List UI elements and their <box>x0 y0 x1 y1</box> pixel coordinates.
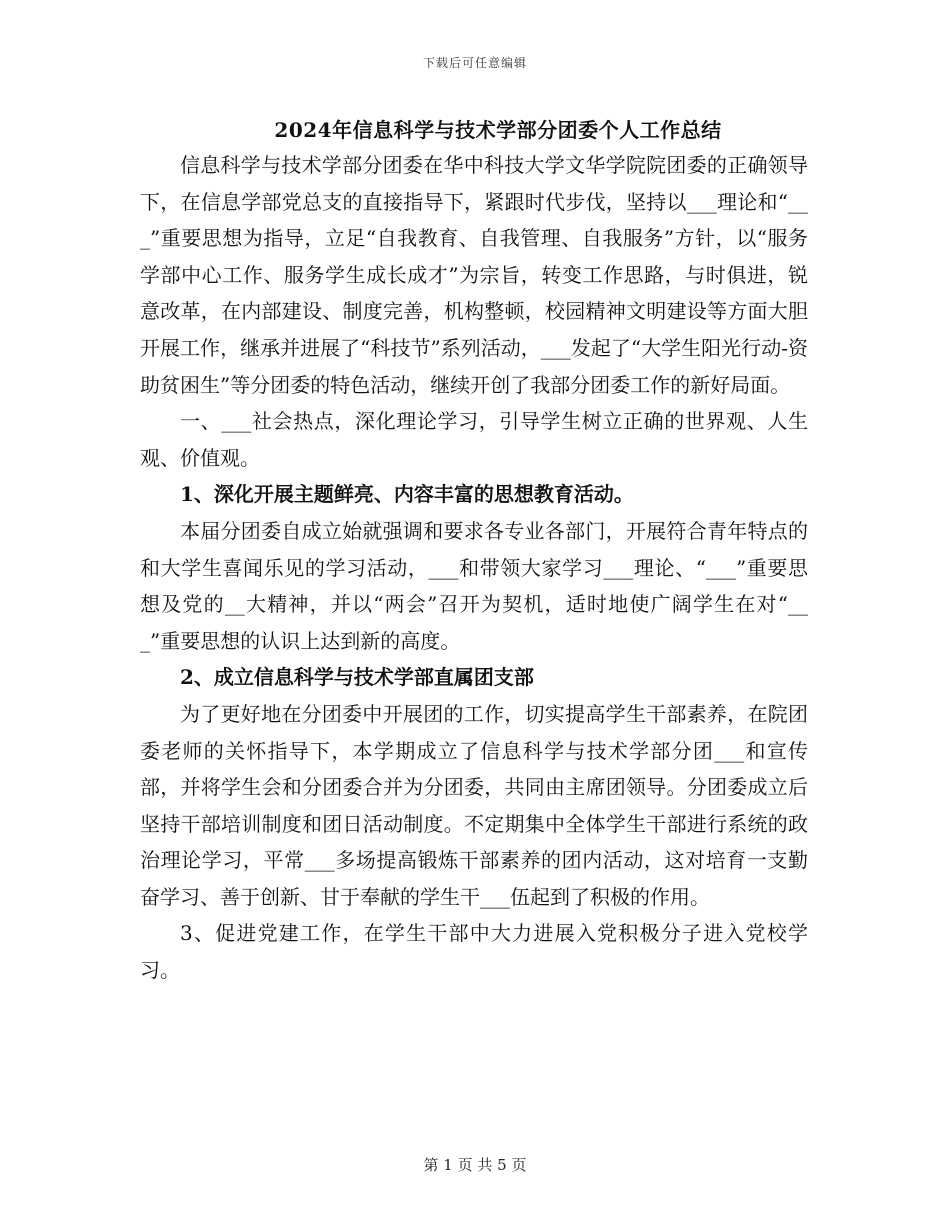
document-body <box>140 147 808 989</box>
paragraph-intro: 信息科学与技术学部分团委在华中科技大学文华学院院团委的正确领导下，在信息学部党总支的直接指导下，紧跟时代步伐，坚持以___理论和“___”重要思想为指导，立足“自我教育、自我管理、自我服务”方针，以“服务学部中心工作、服务学生成长成才”为宗旨，转变工作思路，与时俱进，锐意改革，在内部建设、制度完善，机构整顿，校园精神文明建设等方面大胆开展工作，继承并进展了“科技节”系列活动，___发起了“大学生阳光行动-资助贫困生”等分团委的特色活动，继续开创了我部分团委工作的新好局面。 <box>140 153 808 397</box>
paragraph-item-1: 本届分团委自成立始就强调和要求各专业各部门，开展符合青年特点的和大学生喜闻乐见的学习活动，___和带领大家学习___理论、“___”重要思想及党的__大精神，并以“两会”召开为契机，适时地使广阔学生在对“___”重要思想的认识上达到新的高度。 <box>140 518 808 653</box>
page-number: 第 1 页 共 5 页 <box>423 1156 527 1174</box>
heading-item-1: 1、深化开展主题鲜亮、内容丰富的思想教育活动。 <box>180 482 634 507</box>
paragraph-item-2: 为了更好地在分团委中开展团的工作，切实提高学生干部素养，在院团委老师的关怀指导下，本学期成立了信息科学与技术学部分团___和宣传部，并将学生会和分团委合并为分团委，共同由主席团领导。分团委成立后坚持干部培训制度和团日活动制度。不定期集中全体学生干部进行系统的政治理论学习，平常___多场提高锻炼干部素养的团内活动，这对培育一支勤奋学习、善于创新、甘于奉献的学生干___伍起到了积极的作用。 <box>140 701 808 909</box>
paragraph-section-1: 一、___社会热点，深化理论学习，引导学生树立正确的世界观、人生观、价值观。 <box>140 409 808 470</box>
paragraph-item-3: 3、促进党建工作，在学生干部中大力进展入党积极分子进入党校学习。 <box>140 921 808 983</box>
document-title: 2024年信息科学与技术学部分团委个人工作总结 <box>274 118 722 142</box>
header-note: 下载后可任意编辑 <box>422 56 527 70</box>
heading-item-2: 2、成立信息科学与技术学部直属团支部 <box>180 665 534 690</box>
